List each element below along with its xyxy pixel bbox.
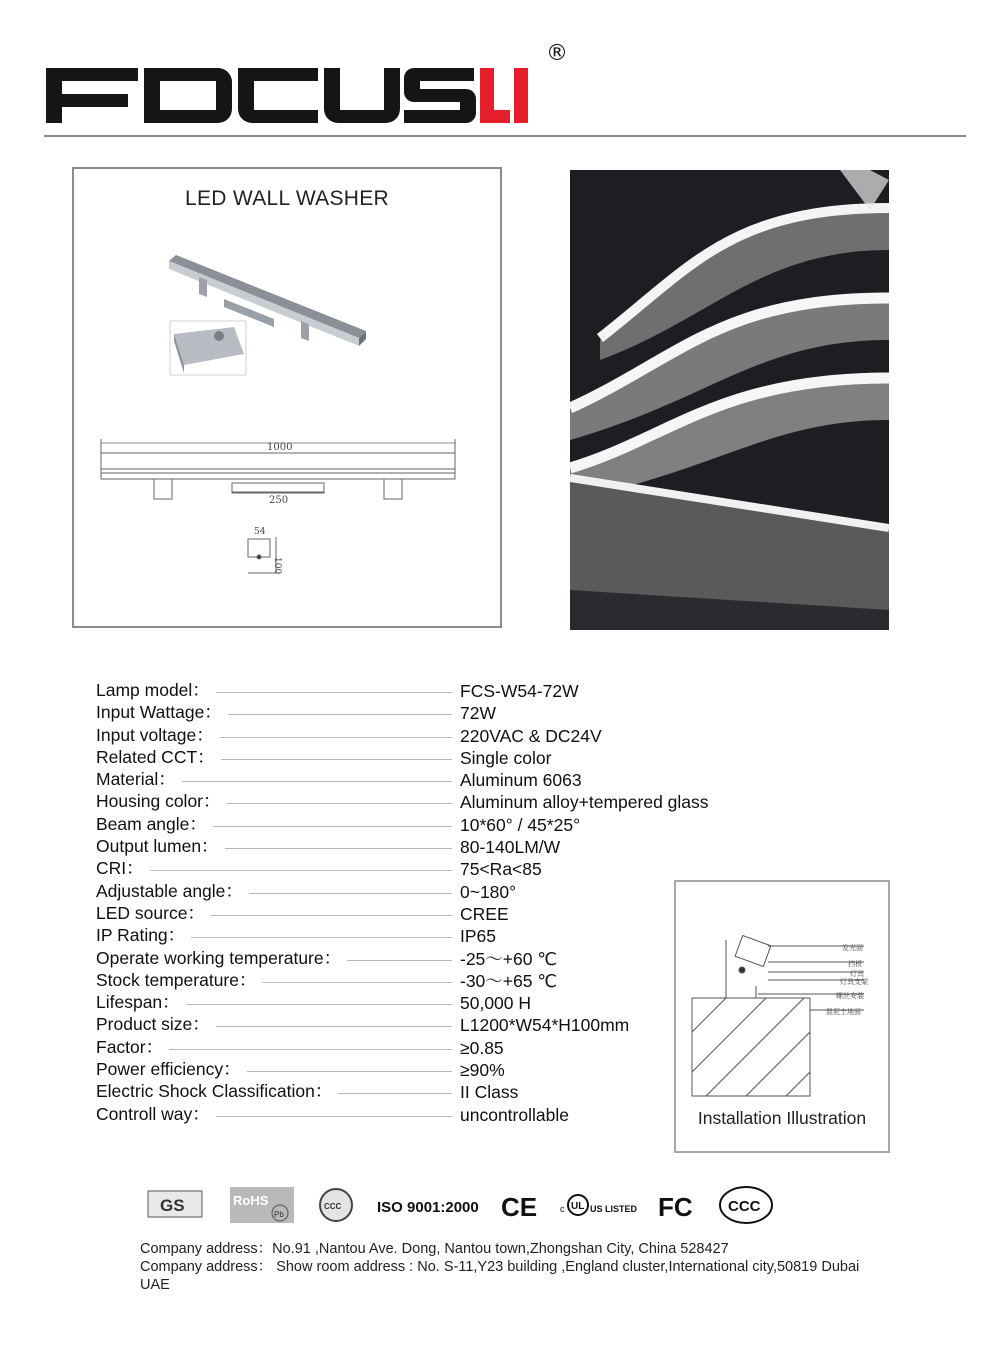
spec-row xyxy=(96,1013,736,1035)
spec-label: Output lumen： xyxy=(96,835,225,857)
spec-label: CRI： xyxy=(96,857,150,879)
svg-text:US LISTED: US LISTED xyxy=(590,1204,638,1214)
spec-label: Input Wattage： xyxy=(96,701,228,723)
spec-label: Adjustable angle： xyxy=(96,880,249,902)
header-divider xyxy=(44,135,966,137)
spec-value: 50,000 H xyxy=(460,993,532,1014)
svg-text:c: c xyxy=(560,1204,565,1214)
ce-mark: CE xyxy=(501,1192,538,1222)
spec-value: 10*60° / 45*25° xyxy=(460,814,581,835)
spec-value: 75<Ra<85 xyxy=(460,859,542,880)
spec-row xyxy=(96,724,736,746)
spec-row xyxy=(96,969,736,991)
address-line-2: Company address： Show room address : No. S-11,Y23 building ,England cluster,International city,50819 Dubai xyxy=(140,1259,860,1275)
spec-value: L1200*W54*H100mm xyxy=(460,1015,630,1036)
spec-value: 0~180° xyxy=(460,881,517,902)
spec-row xyxy=(96,947,736,969)
rohs-mark xyxy=(230,1187,294,1223)
svg-text:UL: UL xyxy=(571,1201,585,1212)
svg-text:Pb: Pb xyxy=(274,1210,284,1219)
svg-text:CCC: CCC xyxy=(324,1202,342,1211)
spec-value: Aluminum 6063 xyxy=(460,770,582,791)
installation-panel xyxy=(674,880,890,1153)
product-panel xyxy=(72,167,502,628)
spec-row xyxy=(96,1103,736,1125)
dim-length: 1000 xyxy=(267,442,293,453)
spec-row xyxy=(96,813,736,835)
svg-text:RoHS: RoHS xyxy=(233,1193,269,1208)
fcc-mark: FC xyxy=(658,1192,693,1222)
spec-label: Beam angle： xyxy=(96,813,213,835)
callout-fixture: 灯具 xyxy=(850,970,864,978)
spec-label: Stock temperature： xyxy=(96,969,262,991)
spec-label: Operate working temperature： xyxy=(96,947,347,969)
spec-label: Material： xyxy=(96,768,182,790)
spec-row xyxy=(96,1058,736,1080)
spec-label: Lamp model： xyxy=(96,679,216,701)
spec-row xyxy=(96,768,736,790)
svg-text:GS: GS xyxy=(160,1196,185,1215)
callout-emitting-face: 发光面 xyxy=(842,944,863,952)
spec-label: LED source： xyxy=(96,902,211,924)
callout-baffle: 挡板 xyxy=(848,960,862,968)
leader-line xyxy=(136,870,452,871)
spec-label: Product size： xyxy=(96,1013,216,1035)
dim-height: 100 xyxy=(272,557,282,575)
spec-value: ≥90% xyxy=(460,1060,505,1081)
building-photo xyxy=(570,170,889,630)
spec-row xyxy=(96,991,736,1013)
address-line-3: UAE xyxy=(140,1277,170,1293)
spec-value: -25～+60 ℃ xyxy=(460,948,557,969)
leader-line xyxy=(136,1049,452,1050)
spec-label: Lifespan： xyxy=(96,991,186,1013)
spec-value: FCS-W54-72W xyxy=(460,681,579,701)
spec-label: Housing color： xyxy=(96,790,227,812)
ul-mark xyxy=(560,1195,638,1215)
spec-label: Factor： xyxy=(96,1036,169,1058)
spec-value: 80-140LM/W xyxy=(460,837,561,858)
fixture-render xyxy=(169,255,366,375)
certification-logos xyxy=(140,1183,790,1229)
spec-value: 72W xyxy=(460,703,496,724)
iso-mark: ISO 9001:2000 xyxy=(377,1199,479,1216)
spec-value: 220VAC & DC24V xyxy=(460,725,602,746)
spec-row xyxy=(96,1036,736,1058)
callout-screw: 螺丝安装 xyxy=(836,992,864,1000)
spec-label: Controll way： xyxy=(96,1103,216,1125)
dim-bracket-span: 250 xyxy=(269,495,289,506)
spec-row xyxy=(96,790,736,812)
ccc-seal xyxy=(320,1189,352,1221)
spec-row xyxy=(96,679,736,701)
installation-caption: Installation Illustration xyxy=(697,1108,867,1128)
callout-bracket: 灯具支架 xyxy=(840,978,868,986)
spec-value: uncontrollable xyxy=(460,1104,569,1125)
spec-label: Power efficiency： xyxy=(96,1058,247,1080)
spec-row xyxy=(96,1080,736,1102)
spec-value: II Class xyxy=(460,1082,519,1103)
registered-mark: ® xyxy=(546,41,568,66)
spec-row xyxy=(96,857,736,879)
spec-row xyxy=(96,924,736,946)
spec-list xyxy=(96,679,736,1125)
address-line-1: Company address：No.91 ,Nantou Ave. Dong, Nantou town,Zhongshan City, China 528427 xyxy=(140,1241,729,1257)
spec-value: ≥0.85 xyxy=(460,1037,504,1058)
spec-row xyxy=(96,701,736,723)
spec-value: CREE xyxy=(460,903,509,924)
spec-value: -30～+65 ℃ xyxy=(460,970,557,991)
ccc-mark xyxy=(720,1187,772,1223)
spec-row xyxy=(96,835,736,857)
spec-label: Input voltage： xyxy=(96,724,220,746)
product-title: LED WALL WASHER xyxy=(184,187,390,210)
svg-text:CCC: CCC xyxy=(728,1198,761,1215)
spec-value: Single color xyxy=(460,747,552,768)
spec-label: Electric Shock Classification： xyxy=(96,1080,338,1102)
spec-row xyxy=(96,902,736,924)
dim-width: 54 xyxy=(254,527,266,537)
spec-row xyxy=(96,746,736,768)
logo-lite-overlay xyxy=(44,40,574,130)
spec-value: IP65 xyxy=(460,926,496,947)
leader-line xyxy=(136,781,452,782)
spec-value: Aluminum alloy+tempered glass xyxy=(460,792,709,813)
callout-concrete: 混泥土地面 xyxy=(826,1008,861,1016)
product-drawings xyxy=(74,169,504,630)
gs-mark xyxy=(148,1191,202,1217)
spec-row xyxy=(96,880,736,902)
spec-label: Related CCT： xyxy=(96,746,221,768)
spec-label: IP Rating： xyxy=(96,924,191,946)
company-address xyxy=(140,1240,880,1294)
